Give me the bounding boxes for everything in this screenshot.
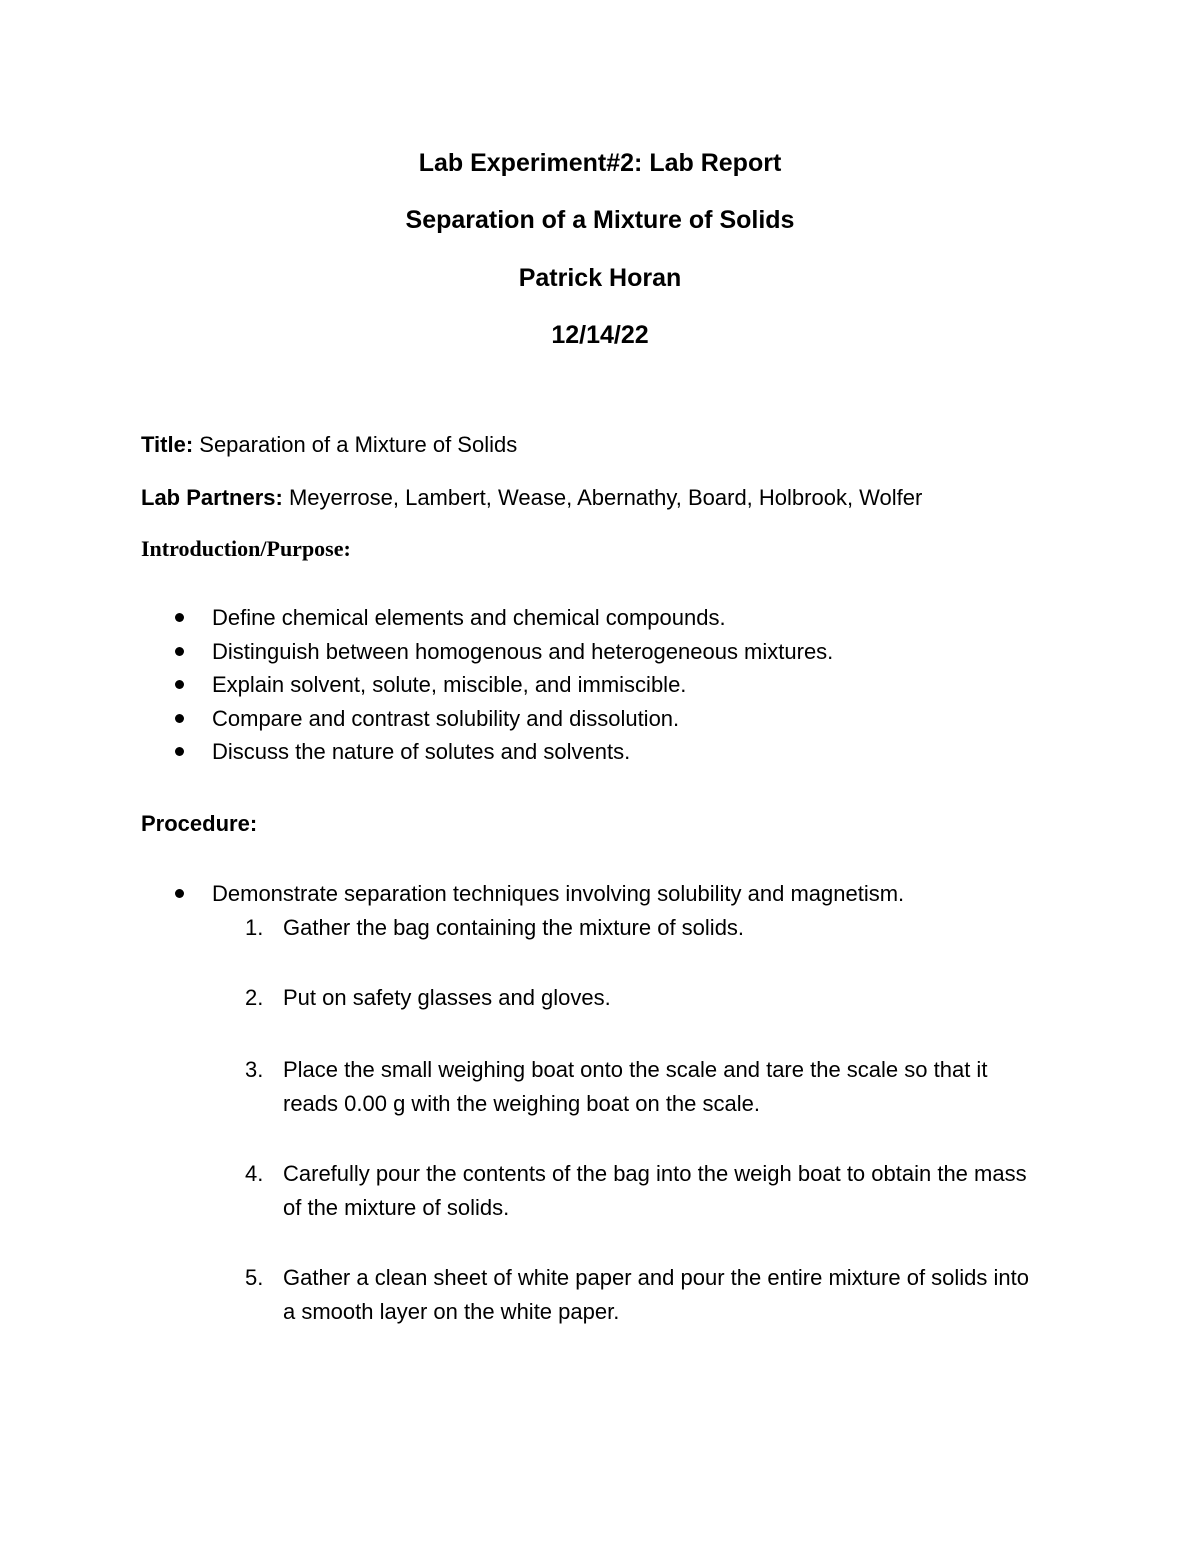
bullet-icon bbox=[175, 747, 184, 756]
step-number: 3. bbox=[245, 1057, 264, 1082]
step-text: Place the small weighing boat onto the scale and tare the scale so that it reads 0.00 g with the weighing boat on the scale. bbox=[283, 1057, 988, 1116]
lab-partners-field bbox=[141, 484, 922, 512]
list-item: Define chemical elements and chemical compounds. bbox=[141, 601, 833, 635]
step-text: Gather the bag containing the mixture of solids. bbox=[283, 915, 745, 940]
author-name: Patrick Horan bbox=[518, 264, 682, 292]
procedure-step bbox=[141, 1053, 1043, 1121]
bullet-icon bbox=[175, 680, 184, 689]
title-value: Separation of a Mixture of Solids bbox=[193, 432, 518, 457]
report-heading: Lab Experiment#2: Lab Report bbox=[418, 149, 782, 177]
bullet-icon bbox=[175, 889, 184, 898]
lab-partners-value: Meyerrose, Lambert, Wease, Abernathy, Board, Holbrook, Wolfer bbox=[282, 485, 923, 510]
step-number: 1. bbox=[245, 915, 264, 940]
lab-partners-label: Lab Partners: bbox=[141, 485, 283, 510]
procedure-step bbox=[141, 911, 1043, 945]
introduction-heading: Introduction/Purpose: bbox=[141, 536, 351, 561]
list-item: Explain solvent, solute, miscible, and immiscible. bbox=[141, 668, 833, 702]
procedure-step bbox=[141, 1157, 1043, 1225]
bullet-icon bbox=[175, 714, 184, 723]
procedure-step bbox=[141, 981, 1043, 1015]
step-text: Carefully pour the contents of the bag into the weigh boat to obtain the mass of the mixture of solids. bbox=[283, 1161, 1027, 1220]
list-item: Demonstrate separation techniques involving solubility and magnetism. bbox=[141, 877, 904, 911]
step-number: 4. bbox=[245, 1161, 264, 1186]
title-field bbox=[141, 431, 517, 459]
procedure-step bbox=[141, 1261, 1043, 1329]
list-item: Discuss the nature of solutes and solvents. bbox=[141, 735, 833, 769]
list-item: Compare and contrast solubility and dissolution. bbox=[141, 702, 833, 736]
procedure-steps bbox=[141, 911, 1043, 1329]
procedure-bullet-list bbox=[141, 877, 904, 911]
step-text: Gather a clean sheet of white paper and pour the entire mixture of solids into a smooth layer on the white paper. bbox=[283, 1265, 1029, 1324]
report-date: 12/14/22 bbox=[551, 321, 649, 349]
bullet-icon bbox=[175, 613, 184, 622]
step-text: Put on safety glasses and gloves. bbox=[283, 985, 611, 1010]
experiment-title: Separation of a Mixture of Solids bbox=[405, 206, 795, 234]
step-number: 2. bbox=[245, 985, 264, 1010]
purpose-list bbox=[141, 601, 833, 769]
bullet-icon bbox=[175, 647, 184, 656]
step-number: 5. bbox=[245, 1265, 264, 1290]
title-label: Title: bbox=[141, 432, 194, 457]
procedure-heading: Procedure: bbox=[141, 811, 258, 836]
list-item: Distinguish between homogenous and heterogeneous mixtures. bbox=[141, 635, 833, 669]
